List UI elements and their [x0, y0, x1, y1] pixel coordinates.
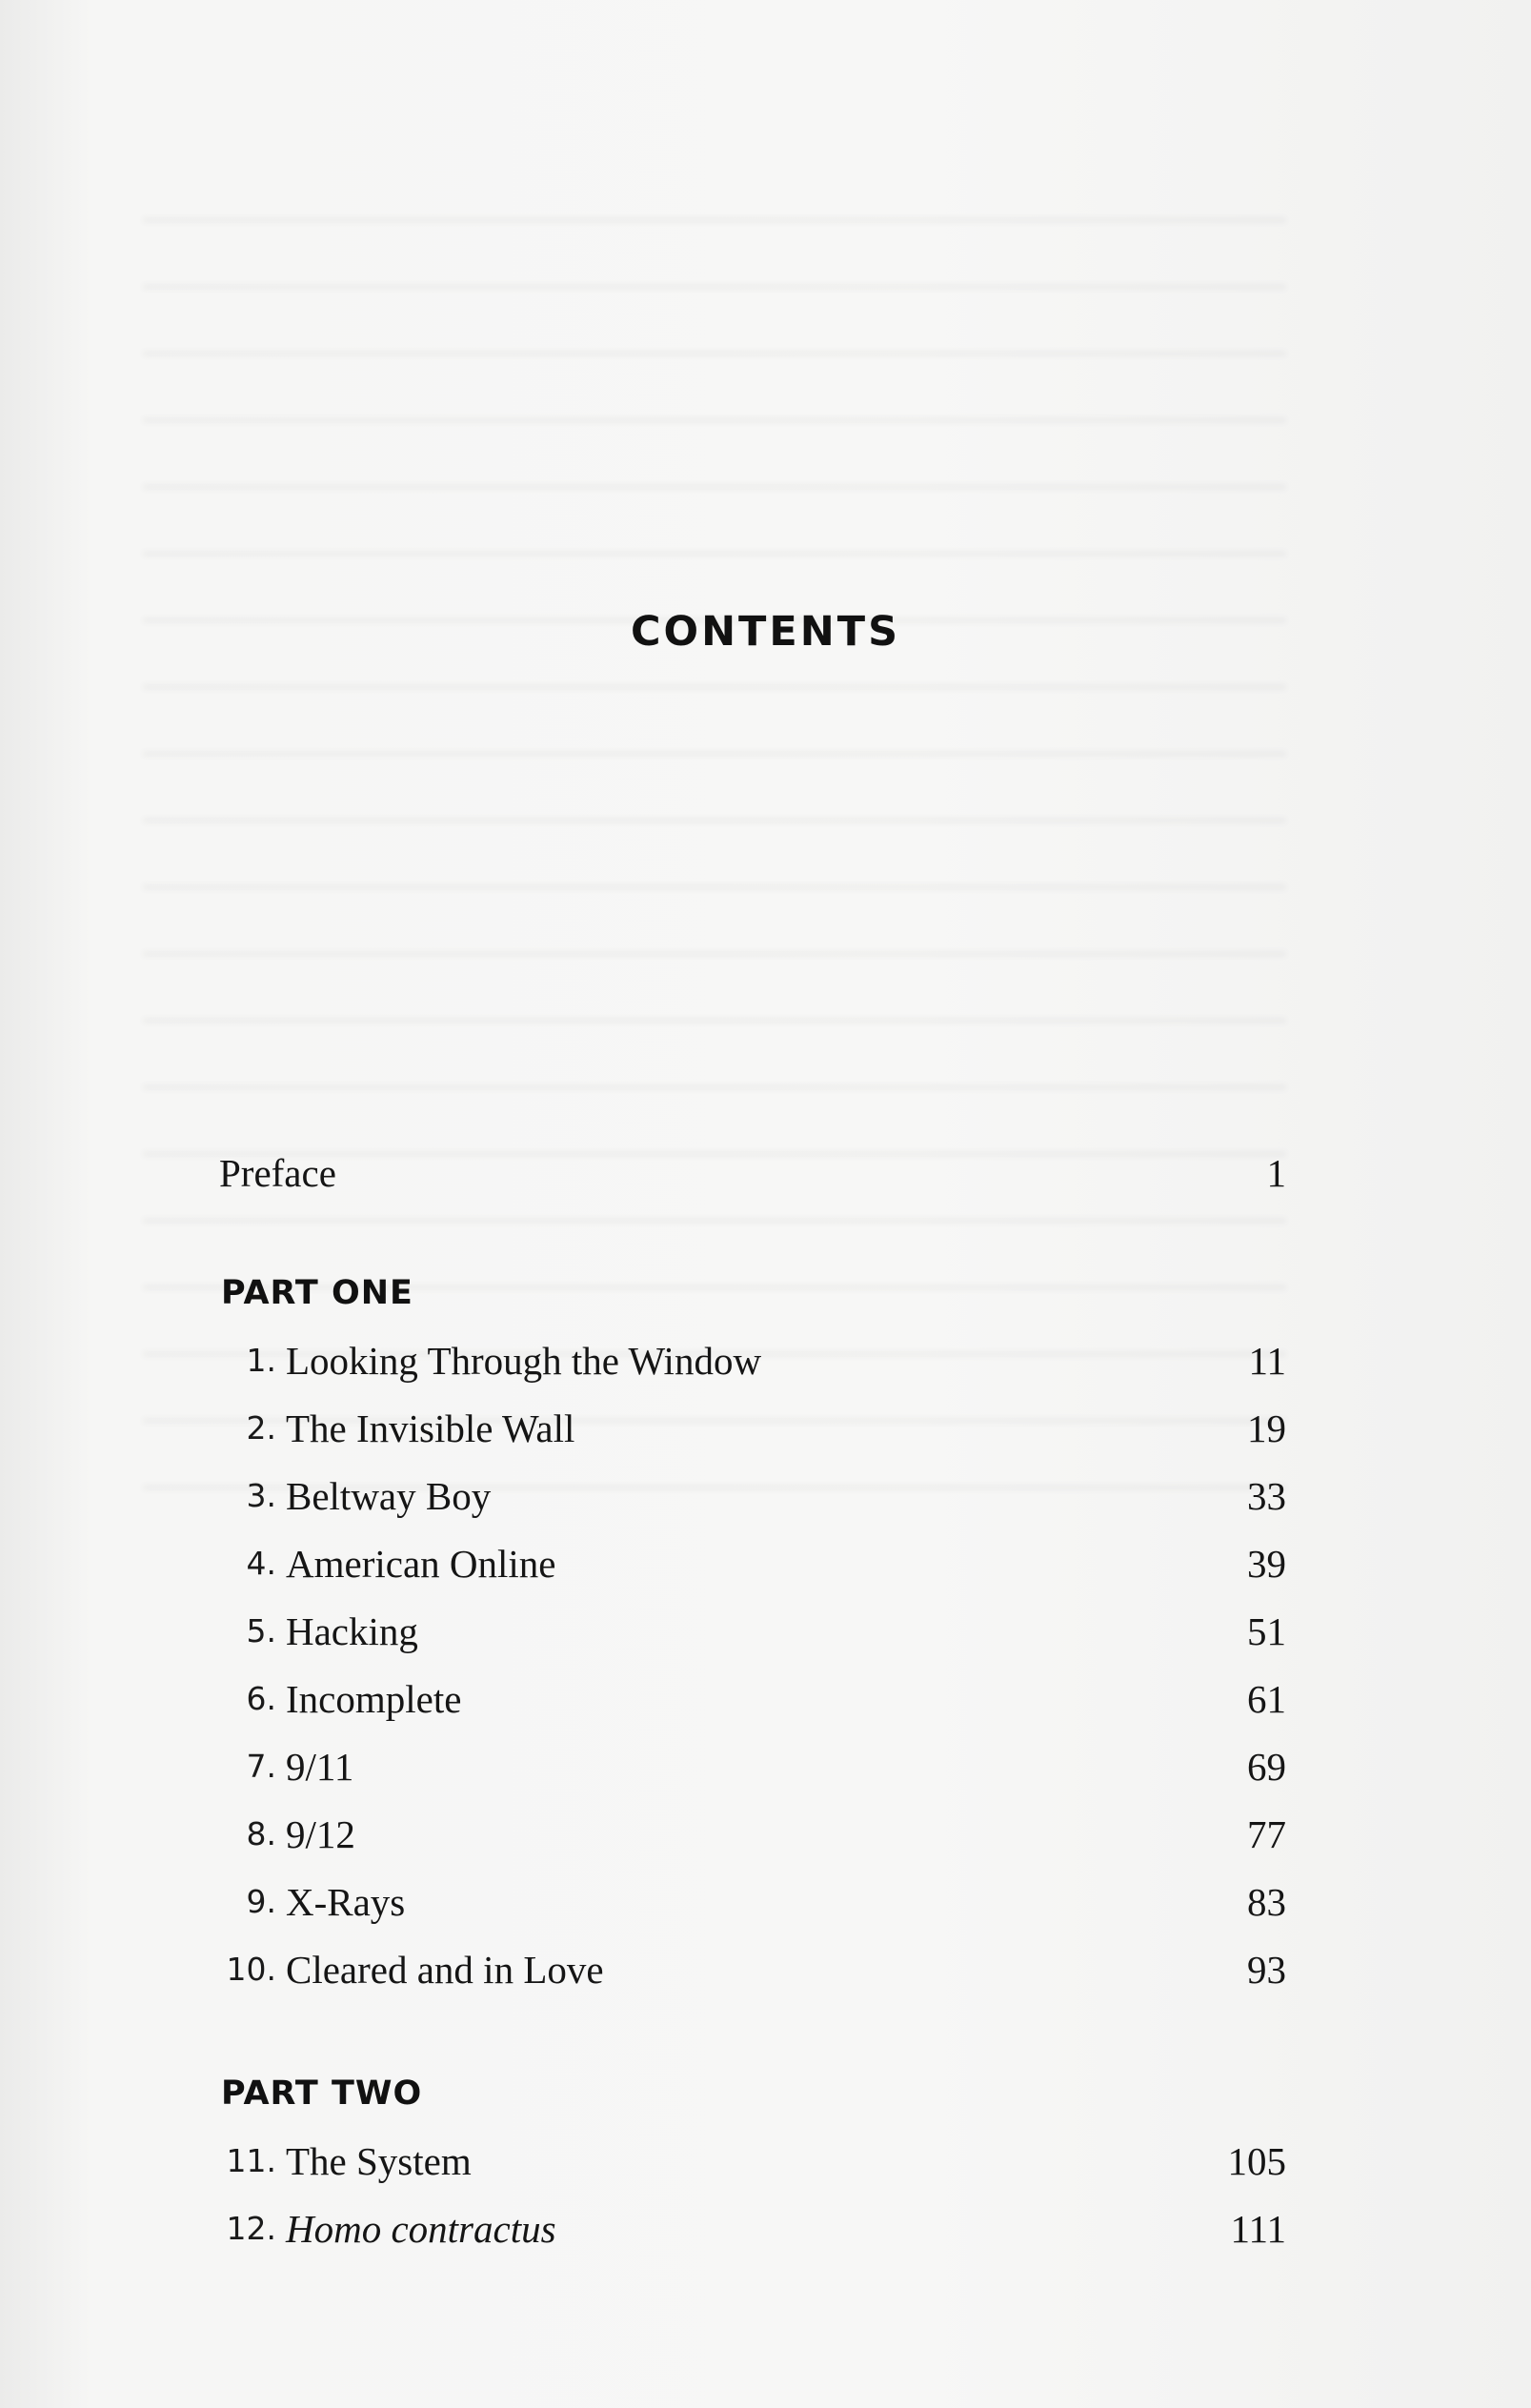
chapter-number: 6. [246, 1680, 276, 1717]
toc-page-number: 61 [1247, 1677, 1286, 1721]
toc-page-number: 19 [1247, 1406, 1286, 1450]
toc-entry-preface [219, 1146, 1286, 1200]
part-two-heading: PART TWO [221, 2074, 423, 2113]
toc-title: Homo contractus [286, 2207, 556, 2251]
toc-entry-chapter-4 [219, 1537, 1286, 1590]
toc-entry-chapter-12 [219, 2202, 1286, 2256]
toc-entry-chapter-10 [219, 1943, 1286, 1996]
toc-entry-chapter-2 [219, 1402, 1286, 1455]
toc-title: Beltway Boy [286, 1474, 492, 1518]
toc-entry-chapter-8 [219, 1808, 1286, 1861]
chapter-number: 10. [226, 1951, 276, 1988]
toc-entry-chapter-6 [219, 1672, 1286, 1726]
chapter-number: 5. [246, 1612, 276, 1649]
toc-page-number: 11 [1248, 1339, 1286, 1383]
toc-entry-chapter-11 [219, 2135, 1286, 2188]
toc-page-number: 33 [1247, 1474, 1286, 1518]
toc-title: 9/12 [286, 1812, 355, 1856]
toc-title: 9/11 [286, 1745, 354, 1789]
chapter-number: 9. [246, 1883, 276, 1920]
page-title: CONTENTS [630, 608, 901, 656]
chapter-number: 4. [246, 1545, 276, 1582]
toc-page-number: 111 [1230, 2207, 1286, 2251]
chapter-number: 3. [246, 1477, 276, 1514]
toc-entry-chapter-3 [219, 1469, 1286, 1523]
toc-title: The System [286, 2139, 472, 2183]
toc-page-number: 51 [1247, 1609, 1286, 1653]
toc-title: X-Rays [286, 1880, 406, 1924]
toc-title: Hacking [286, 1609, 418, 1653]
chapter-number: 8. [246, 1815, 276, 1852]
toc-title: Preface [219, 1151, 336, 1195]
toc-page-number: 69 [1247, 1745, 1286, 1789]
toc-page-number: 1 [1266, 1151, 1286, 1195]
toc-title: The Invisible Wall [286, 1406, 575, 1450]
toc-entry-chapter-1 [219, 1334, 1286, 1387]
toc-title: Looking Through the Window [286, 1339, 762, 1383]
chapter-number: 1. [246, 1342, 276, 1379]
chapter-number: 7. [246, 1748, 276, 1785]
part-one-heading: PART ONE [221, 1274, 413, 1312]
toc-page-number: 77 [1247, 1812, 1286, 1856]
toc-page-number: 83 [1247, 1880, 1286, 1924]
chapter-number: 2. [246, 1409, 276, 1447]
toc-page-number: 93 [1247, 1948, 1286, 1992]
chapter-number: 11. [226, 2142, 276, 2179]
toc-page-number: 105 [1227, 2139, 1286, 2183]
toc-title: Cleared and in Love [286, 1948, 604, 1992]
toc-page-number: 39 [1247, 1542, 1286, 1586]
toc-entry-chapter-9 [219, 1875, 1286, 1929]
toc-title: American Online [286, 1542, 556, 1586]
chapter-number: 12. [226, 2210, 276, 2247]
toc-entry-chapter-7 [219, 1740, 1286, 1793]
toc-entry-chapter-5 [219, 1605, 1286, 1658]
toc-title: Incomplete [286, 1677, 462, 1721]
